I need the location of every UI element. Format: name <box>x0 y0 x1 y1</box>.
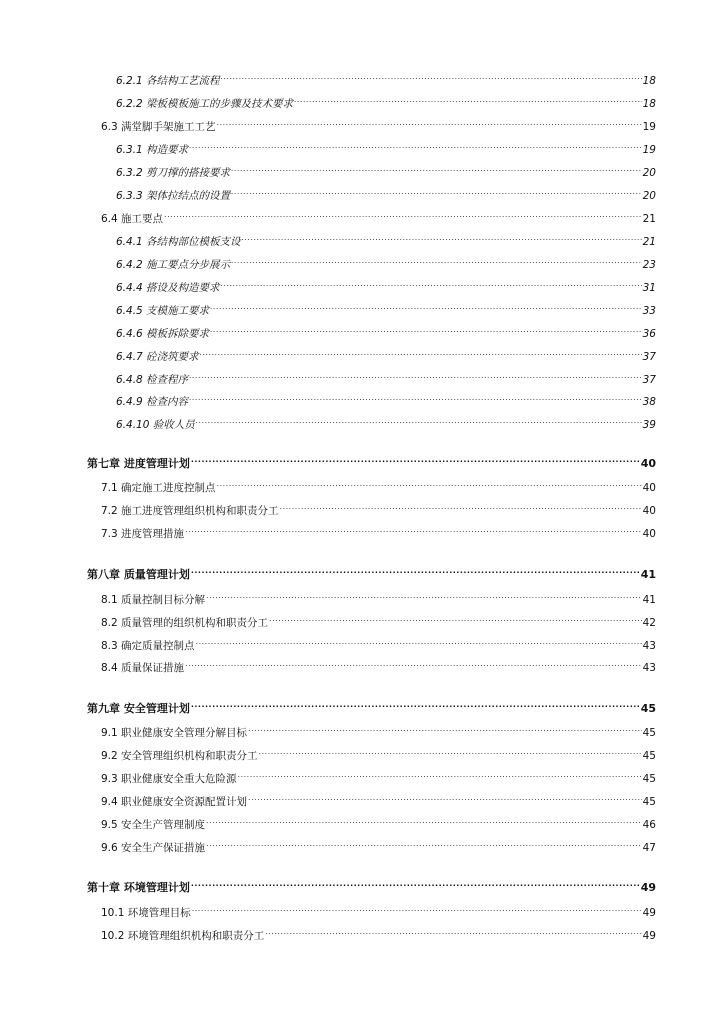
toc-entry-page: 45 <box>642 750 656 762</box>
dot-leader <box>196 635 642 649</box>
toc-entry-page: 37 <box>642 374 656 386</box>
toc-entry[interactable] <box>116 231 656 248</box>
dot-leader <box>231 185 642 199</box>
toc-entry-page: 47 <box>642 842 656 854</box>
toc-entry-page: 36 <box>642 328 656 340</box>
toc-entry[interactable] <box>101 925 656 942</box>
toc-entry[interactable] <box>116 346 656 363</box>
toc-entry-page: 49 <box>642 930 656 942</box>
toc-entry[interactable] <box>101 791 656 808</box>
dot-leader <box>248 722 642 736</box>
toc-entry-title: 6.4.2 施工要点分步展示 <box>116 259 231 271</box>
dot-leader <box>294 93 642 107</box>
toc-entry-page: 20 <box>642 190 656 202</box>
toc-entry[interactable] <box>116 70 656 87</box>
dot-leader <box>191 877 640 891</box>
toc-chapter-title: 第八章 质量管理计划 <box>87 568 190 581</box>
toc-entry-page: 38 <box>642 396 656 408</box>
toc-entry-page: 39 <box>642 419 656 431</box>
toc-entry-page: 19 <box>642 144 656 156</box>
toc-entry-page: 20 <box>642 167 656 179</box>
toc-entry-page: 33 <box>642 305 656 317</box>
toc-entry-page: 45 <box>642 796 656 808</box>
toc-entry[interactable] <box>101 722 656 739</box>
toc-entry[interactable] <box>101 523 656 540</box>
dot-leader <box>206 814 642 828</box>
toc-entry-page: 18 <box>642 75 656 87</box>
toc-entry-page: 45 <box>642 773 656 785</box>
toc-entry-page: 46 <box>642 819 656 831</box>
toc-entry-page: 43 <box>642 640 656 652</box>
toc-entry[interactable] <box>101 116 656 133</box>
toc-entry-page: 40 <box>642 528 656 540</box>
toc-entry-title: 10.2 环境管理组织机构和职责分工 <box>101 930 265 942</box>
toc-entry-page: 43 <box>642 662 656 674</box>
dot-leader <box>259 745 642 759</box>
toc-entry-title: 6.3 满堂脚手架施工工艺 <box>101 121 216 133</box>
dot-leader <box>231 254 642 268</box>
toc-entry-title: 8.3 确定质量控制点 <box>101 640 195 652</box>
dot-leader <box>231 162 642 176</box>
toc-entry-title: 6.3.3 架体拉结点的设置 <box>116 190 231 202</box>
toc-chapter[interactable] <box>87 453 656 470</box>
toc-entry[interactable] <box>116 277 656 294</box>
dot-leader <box>210 323 642 337</box>
toc-entry[interactable] <box>101 208 656 225</box>
toc-entry-page: 42 <box>642 617 656 629</box>
toc-entry-title: 6.2.1 各结构工艺流程 <box>116 75 220 87</box>
toc-entry-title: 7.3 进度管理措施 <box>101 528 185 540</box>
toc-entry-title: 6.4.1 各结构部位模板支设 <box>116 236 241 248</box>
toc-entry-page: 49 <box>642 907 656 919</box>
dot-leader <box>221 277 642 291</box>
toc-entry[interactable] <box>116 93 656 110</box>
dot-leader <box>189 391 642 405</box>
toc-entry[interactable] <box>101 500 656 517</box>
dot-leader <box>191 698 640 712</box>
toc-entry-page: 23 <box>642 259 656 271</box>
dot-leader <box>217 477 642 491</box>
toc-entry-page: 37 <box>642 351 656 363</box>
toc-entry-title: 6.4.9 检查内容 <box>116 396 189 408</box>
dot-leader <box>189 139 642 153</box>
toc-entry-title: 9.5 安全生产管理制度 <box>101 819 206 831</box>
toc-entry-title: 7.1 确定施工进度控制点 <box>101 482 216 494</box>
dot-leader <box>238 768 642 782</box>
toc-entry-title: 6.4.10 验收人员 <box>116 419 195 431</box>
toc-entry-title: 6.4.5 支模施工要求 <box>116 305 210 317</box>
toc-entry-title: 7.2 施工进度管理组织机构和职责分工 <box>101 505 279 517</box>
toc-entry-title: 9.2 安全管理组织机构和职责分工 <box>101 750 258 762</box>
toc-chapter-page: 49 <box>640 881 656 894</box>
toc-entry-title: 10.1 环境管理目标 <box>101 907 191 919</box>
toc-chapter[interactable] <box>87 877 656 894</box>
dot-leader <box>210 300 642 314</box>
toc-entry-page: 21 <box>642 213 656 225</box>
toc-entry-title: 6.4.8 检查程序 <box>116 374 189 386</box>
toc-entry-title: 8.4 质量保证措施 <box>101 662 185 674</box>
toc-entry-title: 6.3.1 构造要求 <box>116 144 189 156</box>
toc-entry-page: 21 <box>642 236 656 248</box>
toc-entry-title: 6.4.4 搭设及构造要求 <box>116 282 220 294</box>
dot-leader <box>217 116 642 130</box>
dot-leader <box>185 523 642 537</box>
dot-leader <box>269 612 642 626</box>
toc-chapter-page: 45 <box>640 702 656 715</box>
toc-entry[interactable] <box>101 902 656 919</box>
dot-leader <box>191 564 640 578</box>
toc-entry-page: 31 <box>642 282 656 294</box>
toc-entry[interactable] <box>116 369 656 386</box>
toc-entry[interactable] <box>101 612 656 629</box>
dot-leader <box>192 902 642 916</box>
toc-chapter-title: 第十章 环境管理计划 <box>87 881 190 894</box>
toc-entry[interactable] <box>116 391 656 408</box>
toc-entry[interactable] <box>116 162 656 179</box>
dot-leader <box>200 346 642 360</box>
toc-entry[interactable] <box>101 477 656 494</box>
toc-entry[interactable] <box>101 768 656 785</box>
dot-leader <box>242 231 642 245</box>
toc-entry-page: 40 <box>642 505 656 517</box>
toc-chapter[interactable] <box>87 564 656 581</box>
toc-entry-title: 6.4 施工要点 <box>101 213 164 225</box>
toc-entry[interactable] <box>116 414 656 431</box>
dot-leader <box>221 70 642 84</box>
dot-leader <box>191 453 640 467</box>
toc-chapter-page: 41 <box>640 568 656 581</box>
toc-entry[interactable] <box>101 589 656 606</box>
dot-leader <box>206 589 642 603</box>
toc-entry-title: 6.2.2 梁板模板施工的步骤及技术要求 <box>116 98 294 110</box>
toc-entry-page: 41 <box>642 594 656 606</box>
toc-entry[interactable] <box>101 745 656 762</box>
toc-entry[interactable] <box>116 139 656 156</box>
toc-entry[interactable] <box>101 837 656 854</box>
toc-entry[interactable] <box>101 657 656 674</box>
dot-leader <box>280 500 642 514</box>
dot-leader <box>164 208 642 222</box>
dot-leader <box>189 369 642 383</box>
toc-chapter-title: 第七章 进度管理计划 <box>87 457 190 470</box>
toc-entry-title: 6.3.2 剪刀撑的搭接要求 <box>116 167 231 179</box>
toc-entry-title: 9.6 安全生产保证措施 <box>101 842 206 854</box>
toc-entry-title: 6.4.7 砼浇筑要求 <box>116 351 199 363</box>
toc-entry[interactable] <box>116 300 656 317</box>
toc-entry[interactable] <box>116 323 656 340</box>
toc-entry-title: 8.1 质量控制目标分解 <box>101 594 206 606</box>
toc-entry-title: 9.3 职业健康安全重大危险源 <box>101 773 237 785</box>
toc-entry-title: 9.1 职业健康安全管理分解目标 <box>101 727 248 739</box>
toc-chapter[interactable] <box>87 698 656 715</box>
toc-entry-page: 45 <box>642 727 656 739</box>
toc-entry[interactable] <box>101 814 656 831</box>
toc-entry[interactable] <box>101 635 656 652</box>
dot-leader <box>206 837 642 851</box>
toc-entry[interactable] <box>116 185 656 202</box>
toc-entry-title: 9.4 职业健康安全资源配置计划 <box>101 796 248 808</box>
dot-leader <box>265 925 641 939</box>
toc-entry-title: 8.2 质量管理的组织机构和职责分工 <box>101 617 269 629</box>
dot-leader <box>248 791 642 805</box>
toc-chapter-page: 40 <box>640 457 656 470</box>
toc-entry-page: 19 <box>642 121 656 133</box>
toc-entry-page: 40 <box>642 482 656 494</box>
dot-leader <box>196 414 642 428</box>
toc-entry-page: 18 <box>642 98 656 110</box>
toc-entry[interactable] <box>116 254 656 271</box>
toc-entry-title: 6.4.6 模板拆除要求 <box>116 328 210 340</box>
toc-chapter-title: 第九章 安全管理计划 <box>87 702 190 715</box>
dot-leader <box>185 657 642 671</box>
